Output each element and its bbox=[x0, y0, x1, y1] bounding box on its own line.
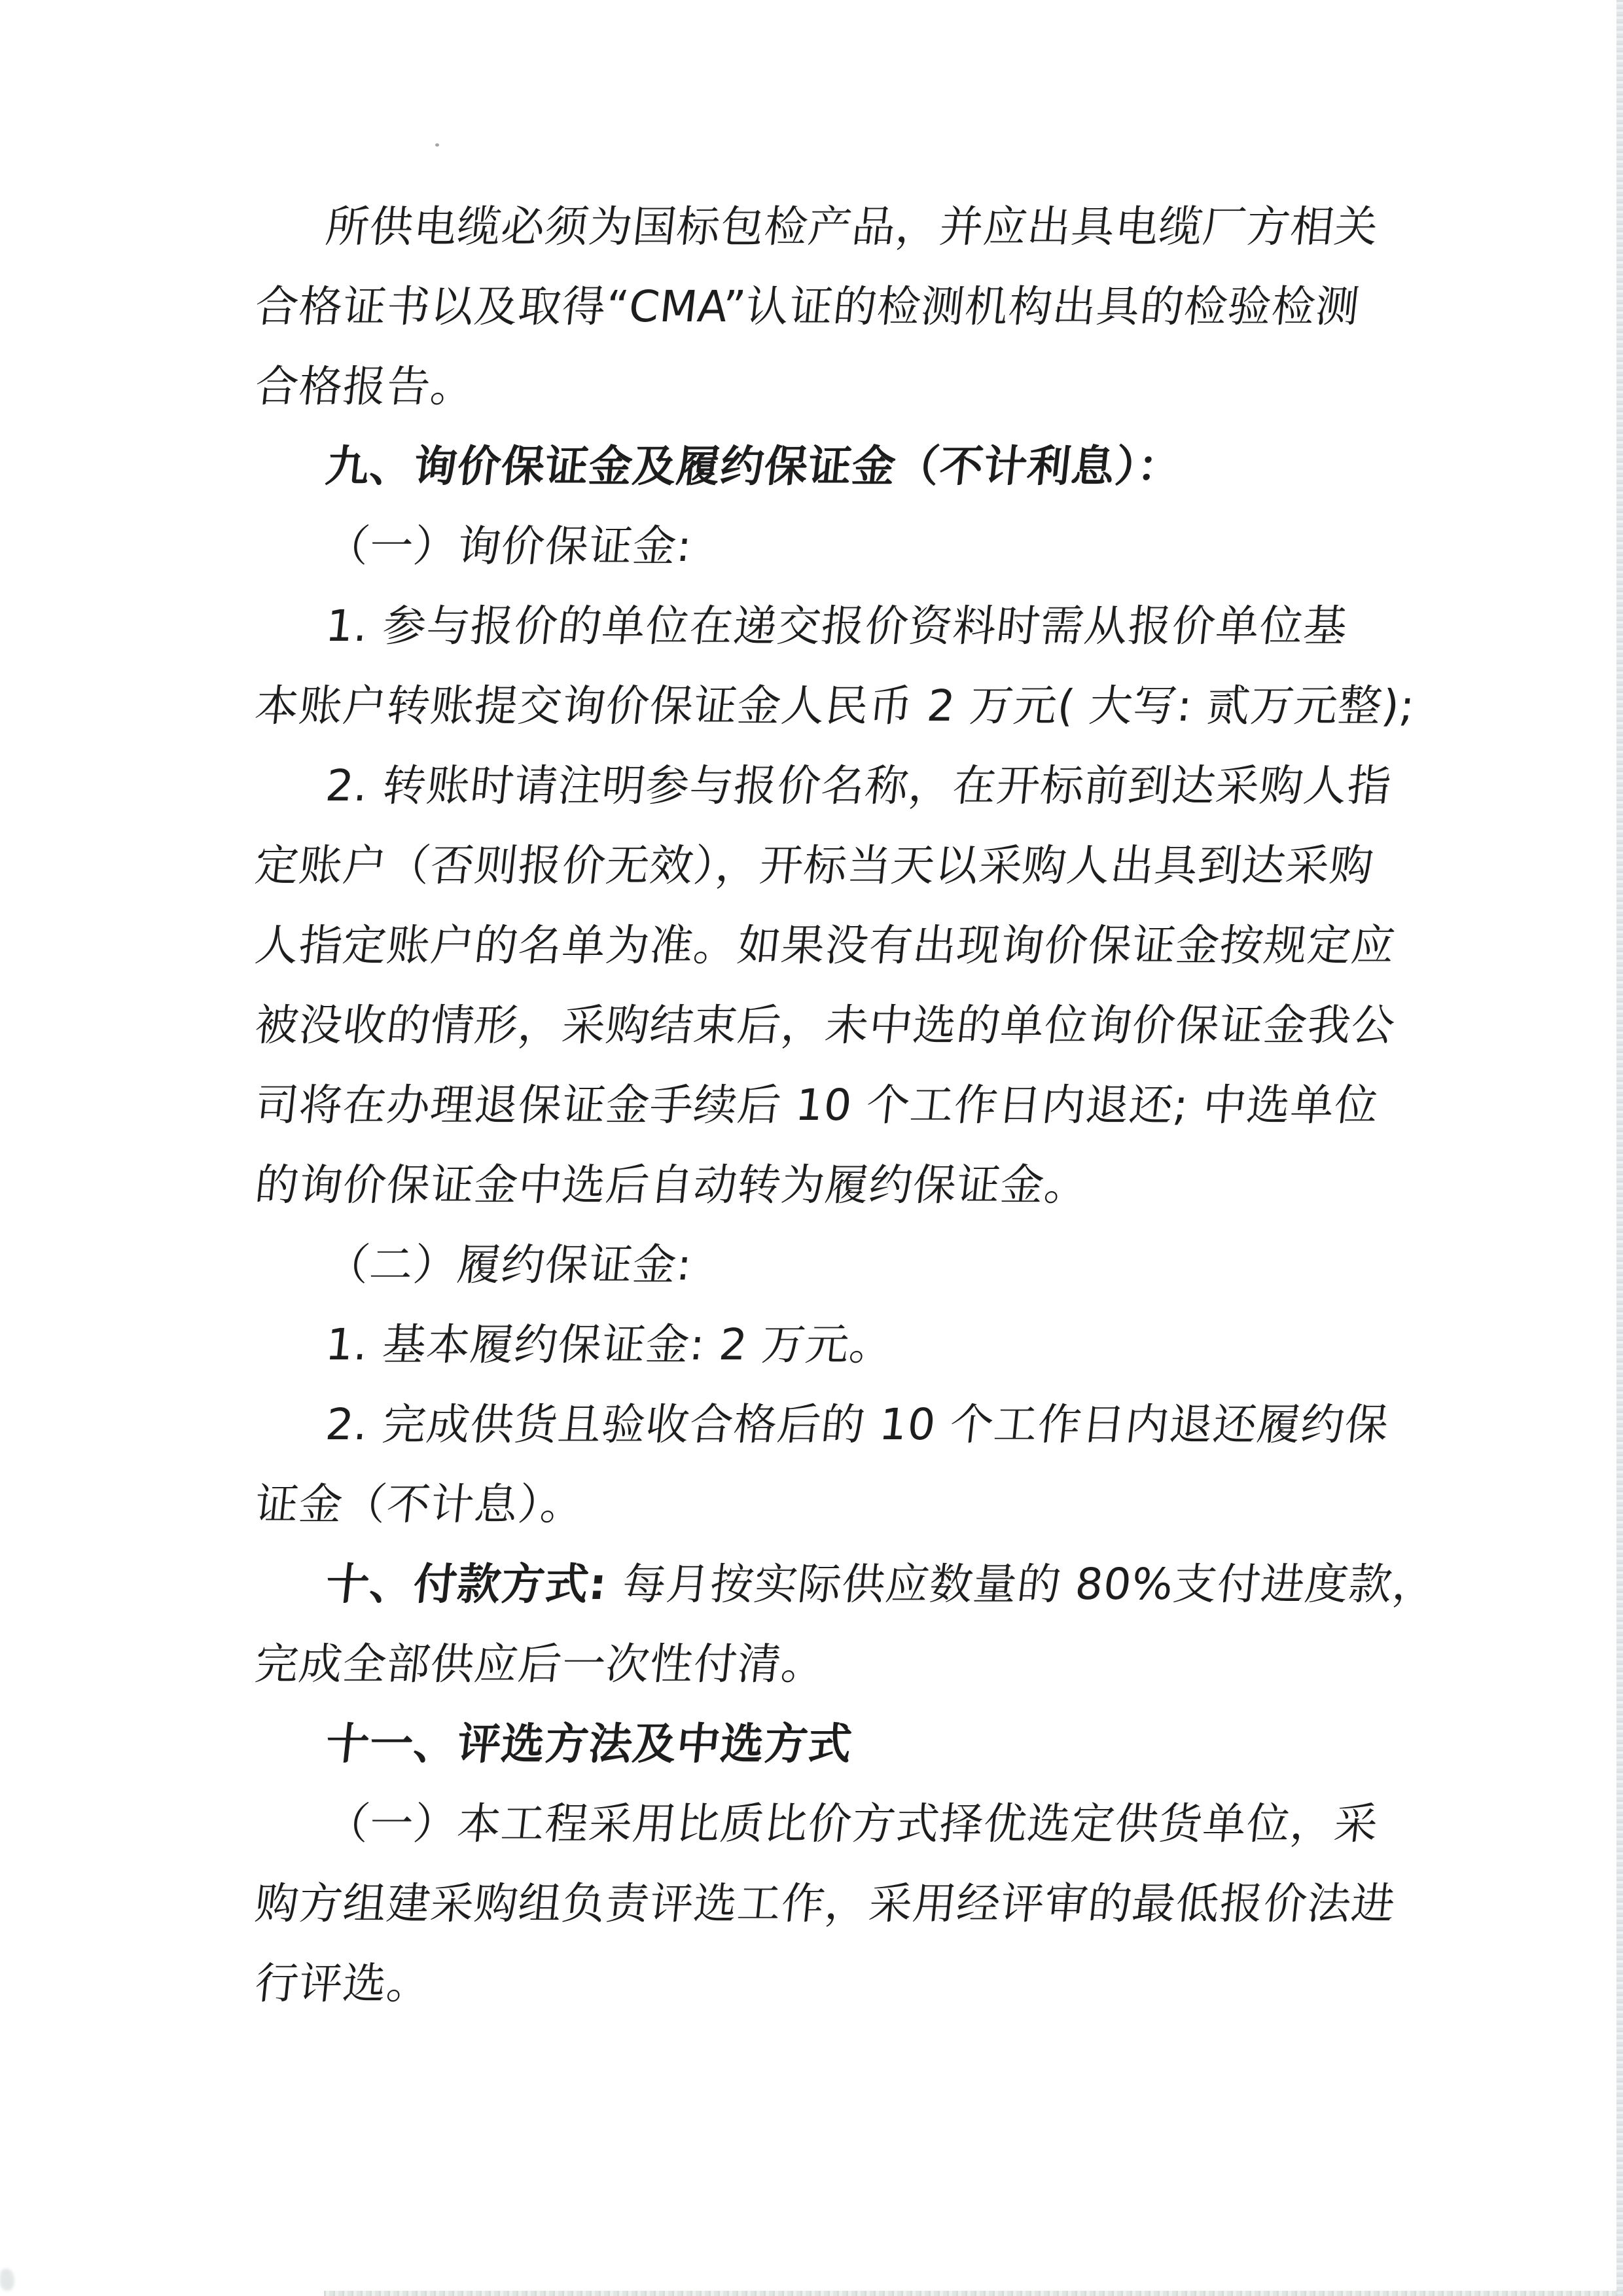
line-text: 2. 转账时请注明参与报价名称，在开标前到达采购人指 bbox=[323, 761, 1395, 811]
text-line bbox=[251, 507, 1438, 586]
text-line bbox=[251, 906, 1438, 986]
line-bold-text: 九、询价保证金及履约保证金（不计利息）： bbox=[323, 441, 1185, 492]
text-line bbox=[251, 1145, 1438, 1225]
line-text: 本账户转账提交询价保证金人民币 2 万元( 大写: 贰万元整); bbox=[253, 681, 1418, 731]
text-line-section-heading bbox=[251, 427, 1438, 507]
line-text: 2. 完成供货且验收合格后的 10 个工作日内退还履约保 bbox=[323, 1399, 1392, 1450]
text-line bbox=[251, 1784, 1438, 1864]
line-text: 定账户（否则报价无效），开标当天以采购人出具到达采购 bbox=[253, 840, 1377, 891]
line-text: 司将在办理退保证金手续后 10 个工作日内退还; 中选单位 bbox=[253, 1080, 1382, 1130]
scan-smudge-artifact bbox=[0, 2269, 14, 2291]
text-line bbox=[251, 1944, 1438, 2024]
text-line-section-heading bbox=[251, 1545, 1438, 1624]
line-text: （一）询价保证金: bbox=[323, 521, 695, 571]
text-line-section-heading bbox=[251, 1704, 1438, 1784]
text-line bbox=[251, 1385, 1438, 1465]
text-line bbox=[251, 1225, 1438, 1305]
line-text: 证金（不计息）。 bbox=[253, 1479, 588, 1530]
text-line bbox=[251, 1864, 1438, 1944]
text-line bbox=[251, 1305, 1438, 1385]
document-text-block bbox=[253, 187, 1440, 2024]
line-text: 人指定账户的名单为准。如果没有出现询价保证金按规定应 bbox=[253, 920, 1399, 971]
line-text: 合格报告。 bbox=[253, 361, 478, 412]
line-bold-text: 十一、评选方法及中选方式 bbox=[323, 1719, 855, 1769]
line-text: 的询价保证金中选后自动转为履约保证金。 bbox=[253, 1160, 1092, 1210]
line-text: 被没收的情形，采购结束后，未中选的单位询价保证金我公 bbox=[253, 1000, 1399, 1050]
text-line bbox=[251, 187, 1438, 267]
line-text: 每月按实际供应数量的 80%支付进度款， bbox=[620, 1559, 1440, 1609]
line-text: 购方组建采购组负责评选工作，采用经评审的最低报价法进 bbox=[253, 1878, 1399, 1929]
text-line bbox=[251, 666, 1438, 746]
line-text: 1. 基本履约保证金: 2 万元。 bbox=[323, 1319, 897, 1370]
text-line bbox=[251, 1465, 1438, 1545]
scan-bottom-edge-artifact bbox=[324, 2291, 1623, 2296]
scan-speck-artifact bbox=[435, 143, 439, 147]
text-line bbox=[251, 267, 1438, 347]
line-text: 合格证书以及取得“CMA”认证的检测机构出具的检验检测 bbox=[253, 281, 1363, 332]
scan-right-edge-artifact bbox=[1616, 0, 1623, 2296]
text-line bbox=[251, 826, 1438, 906]
text-line bbox=[251, 347, 1438, 427]
line-text: 完成全部供应后一次性付清。 bbox=[253, 1639, 829, 1689]
line-text: 1. 参与报价的单位在递交报价资料时需从报价单位基 bbox=[323, 601, 1351, 651]
text-line bbox=[251, 586, 1438, 666]
text-line bbox=[251, 986, 1438, 1066]
line-bold-text: 十、付款方式: bbox=[323, 1559, 626, 1609]
line-text: 所供电缆必须为国标包检产品，并应出具电缆厂方相关 bbox=[323, 202, 1382, 252]
line-text: （一）本工程采用比质比价方式择优选定供货单位，采 bbox=[323, 1799, 1382, 1849]
text-line bbox=[251, 1066, 1438, 1145]
text-line bbox=[251, 746, 1438, 826]
line-text: （二）履约保证金: bbox=[323, 1240, 695, 1290]
text-line bbox=[251, 1624, 1438, 1704]
line-text: 行评选。 bbox=[253, 1958, 434, 2009]
